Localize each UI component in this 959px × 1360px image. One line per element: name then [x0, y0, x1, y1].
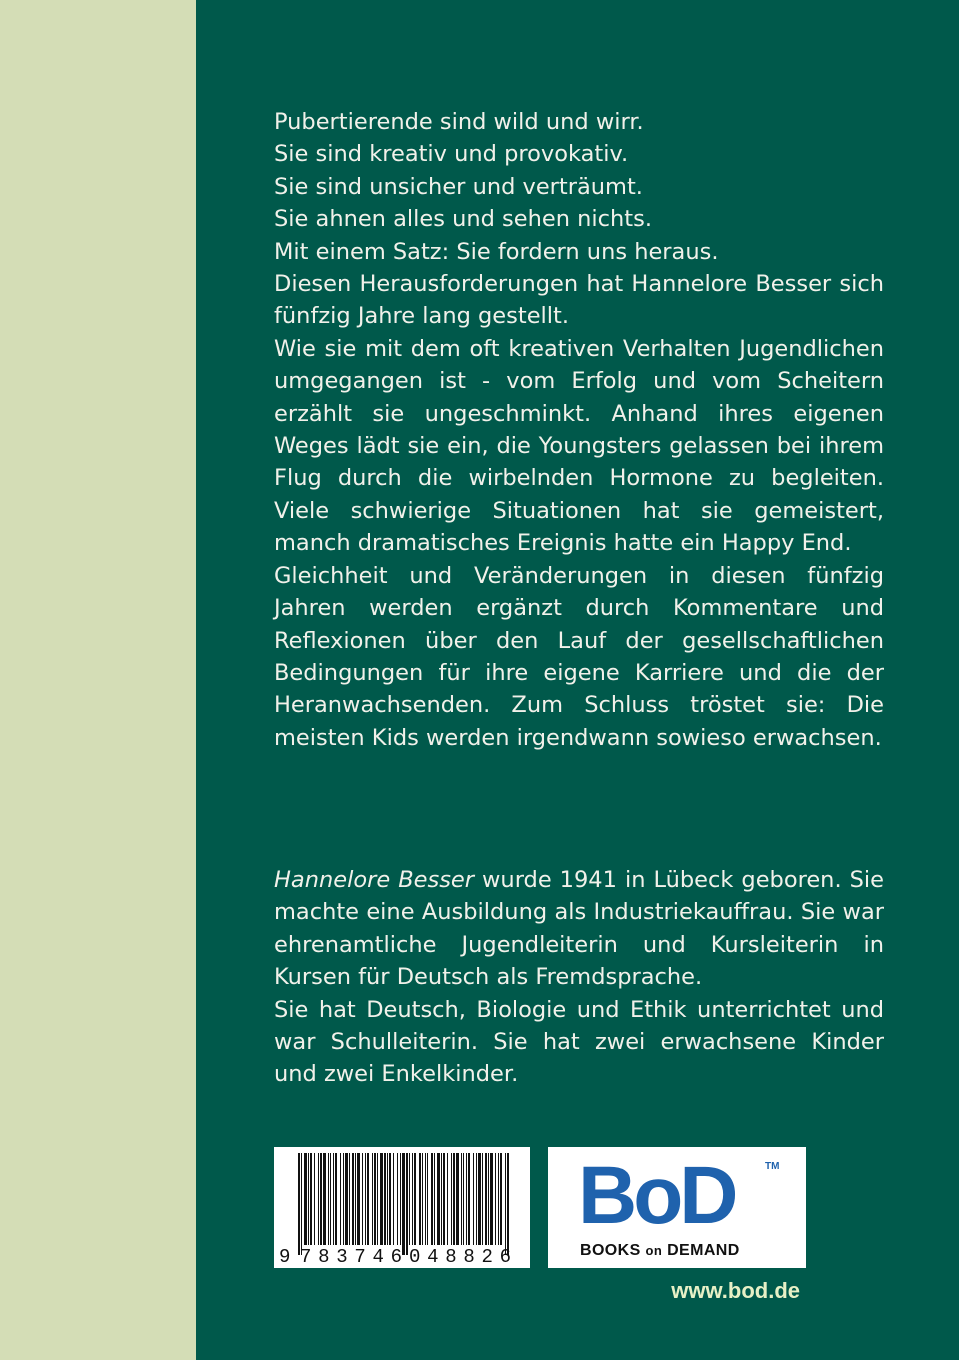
barcode-bar [320, 1153, 322, 1245]
barcode-bar [427, 1153, 428, 1245]
barcode-bar [500, 1153, 502, 1245]
barcode-bar [397, 1153, 398, 1245]
blurb-line: Sie ahnen alles und sehen nichts. [274, 206, 652, 233]
barcode-bar [349, 1153, 350, 1245]
barcode-digits-right: 048826 [409, 1246, 511, 1268]
barcode-bar [485, 1153, 487, 1245]
bio-paragraph: Sie hat Deutsch, Biologie und Ethik unterrichtet und war Schulleiterin. Sie hat zwei erwachsene Kinder und zwei Enkelkinder. [274, 996, 884, 1088]
barcode-bar [409, 1153, 410, 1245]
trademark-mark: TM [765, 1161, 780, 1172]
blurb-line: Sie sind unsicher und verträumt. [274, 173, 643, 200]
barcode-bar [498, 1153, 499, 1245]
barcode-bar [400, 1153, 401, 1245]
blurb-paragraph: Diesen Herausforderungen hat Hannelore Besser sich fünfzig Jahre lang gestellt. [274, 271, 884, 330]
barcode-bar [367, 1153, 369, 1245]
barcode-bar [352, 1153, 354, 1245]
barcode-bar [308, 1153, 309, 1245]
barcode-bar [476, 1153, 477, 1245]
blurb-paragraph: Wie sie mit dem oft kreativen Verhalten Jugendlichen umgegangen ist - vom Erfolg und vom Scheitern erzählt sie ungeschminkt. Anhand ihres eigenen Weges lädt sie ein, die Youngsters gelassen bei ihrem Flug durch die wirbelnden Hormone zu begleiten. Viele schwierige Situationen hat sie gemeistert, manch dramatisches Ereignis hatte ein Happy End. [274, 335, 884, 557]
barcode-bar [466, 1153, 467, 1245]
barcode-bar [482, 1153, 483, 1245]
barcode-bar [340, 1153, 341, 1245]
barcode-bar [301, 1153, 302, 1255]
barcode-bar [304, 1153, 307, 1245]
barcode-bar [507, 1153, 509, 1255]
barcode-bar [451, 1153, 452, 1245]
barcode-bar [414, 1153, 416, 1245]
barcode-bar [422, 1153, 423, 1245]
barcode-bar [343, 1153, 344, 1245]
barcode-bar [495, 1153, 496, 1245]
barcode-bar [374, 1153, 376, 1245]
barcode-bar [478, 1153, 481, 1245]
barcode-bar [310, 1153, 312, 1245]
barcode-graphic [274, 1147, 530, 1268]
barcode-bar [431, 1153, 433, 1245]
author-bio [274, 864, 884, 1091]
barcode-bar [456, 1153, 459, 1245]
barcode-bar [345, 1153, 348, 1245]
barcode-bar [318, 1153, 319, 1245]
barcode-bar [380, 1153, 383, 1245]
spine-panel [0, 0, 196, 1360]
publisher-tagline [580, 1242, 740, 1260]
barcode-bar [333, 1153, 334, 1245]
barcode-bar [412, 1153, 413, 1245]
barcode-digits-left: 783746 [300, 1246, 402, 1268]
bio-text: wurde 1941 in Lübeck geboren. Sie machte eine Ausbildung als Industriekauffrau. Sie war ehrenamtliche Jugendleiterin und Kursleiterin in Kursen für Deutsch als Fremdsprache. [274, 867, 884, 991]
barcode-bar [355, 1153, 356, 1245]
barcode-bar [372, 1153, 373, 1245]
bod-logo-text: BoD [578, 1150, 735, 1241]
barcode-bar [488, 1153, 489, 1245]
barcode-bar [437, 1153, 440, 1245]
barcode-bar [490, 1153, 493, 1245]
barcode-bar [463, 1153, 464, 1245]
blurb-line: Sie sind kreativ und provokativ. [274, 141, 629, 168]
barcode-bar [362, 1153, 363, 1245]
barcode-bar [461, 1153, 462, 1245]
publisher-logo [548, 1147, 806, 1268]
barcode-bar [314, 1153, 315, 1245]
barcode-bar [473, 1153, 474, 1245]
barcode-bar [419, 1153, 421, 1245]
isbn-barcode [274, 1147, 530, 1268]
tagline-books: BOOKS [580, 1242, 641, 1259]
barcode-bar [323, 1153, 326, 1245]
barcode-lead-digit: 9 [279, 1246, 291, 1268]
barcode-bar [425, 1153, 426, 1245]
barcode-bar [389, 1153, 391, 1245]
blurb-text [274, 106, 884, 754]
barcode-bar [330, 1153, 331, 1245]
barcode-bar [365, 1153, 366, 1245]
tagline-demand: DEMAND [667, 1242, 740, 1259]
author-name: Hannelore Besser [274, 867, 475, 893]
blurb-line: Pubertierende sind wild und wirr. [274, 109, 644, 135]
barcode-bar [505, 1153, 506, 1255]
barcode-bar [453, 1153, 455, 1245]
barcode-bar [357, 1153, 360, 1245]
barcode-bar [447, 1153, 448, 1245]
blurb-line: Mit einem Satz: Sie fordern uns heraus. [274, 238, 719, 265]
barcode-bar [468, 1153, 470, 1245]
barcode-bar [402, 1153, 405, 1255]
barcode-bar [434, 1153, 435, 1245]
publisher-website: www.bod.de [671, 1278, 800, 1303]
blurb-paragraph: Gleichheit und Veränderungen in diesen fünfzig Jahren werden ergänzt durch Kommentare und Reflexionen über den Lauf der gesellschaftlichen Bedingungen für ihre eigene Karriere und die der Heranwachsenden. Zum Schluss tröstet sie: Die meisten Kids werden irgendwann sowieso erwachsen. [274, 562, 884, 751]
barcode-bar [377, 1153, 378, 1245]
bio-paragraph [274, 864, 884, 994]
barcode-bar [393, 1153, 394, 1245]
barcode-bar [384, 1153, 386, 1245]
barcode-bar [298, 1153, 300, 1255]
barcode-bar [441, 1153, 442, 1245]
barcode-bar [328, 1153, 329, 1245]
barcode-bar [443, 1153, 445, 1245]
tagline-on: on [645, 1243, 663, 1258]
barcode-bar [406, 1153, 408, 1255]
barcode-bar [387, 1153, 388, 1245]
barcode-bar [335, 1153, 337, 1245]
